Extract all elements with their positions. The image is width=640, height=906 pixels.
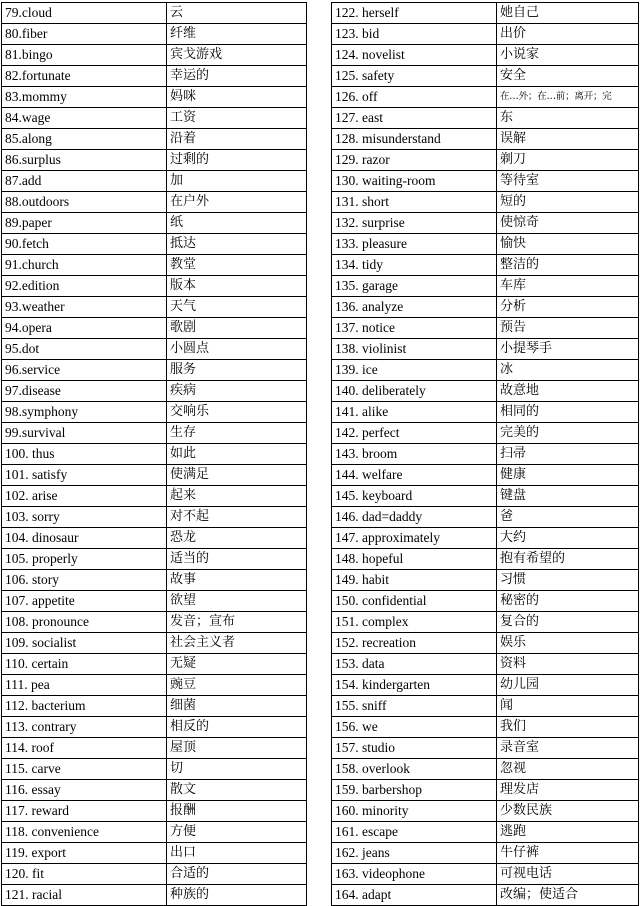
vocab-word: 125. safety [332, 66, 497, 87]
vocab-row [332, 633, 639, 654]
vocab-row [2, 234, 307, 255]
vocab-meaning: 逃跑 [497, 822, 639, 843]
vocab-word: 91.church [2, 255, 167, 276]
vocab-word: 139. ice [332, 360, 497, 381]
vocab-meaning: 对不起 [167, 507, 307, 528]
vocab-word: 135. garage [332, 276, 497, 297]
vocab-row [332, 885, 639, 906]
vocab-meaning: 我们 [497, 717, 639, 738]
vocab-row [2, 423, 307, 444]
vocab-meaning: 少数民族 [497, 801, 639, 822]
vocab-meaning: 小提琴手 [497, 339, 639, 360]
vocab-row [2, 318, 307, 339]
vocab-word: 82.fortunate [2, 66, 167, 87]
vocab-meaning: 扫帚 [497, 444, 639, 465]
vocab-row [332, 717, 639, 738]
vocab-meaning: 大约 [497, 528, 639, 549]
vocab-meaning: 加 [167, 171, 307, 192]
vocab-row [2, 591, 307, 612]
vocab-row [2, 549, 307, 570]
vocab-row [2, 675, 307, 696]
vocab-word: 101. satisfy [2, 465, 167, 486]
vocab-row [2, 633, 307, 654]
vocab-row [332, 591, 639, 612]
vocab-word: 126. off [332, 87, 497, 108]
vocab-word: 104. dinosaur [2, 528, 167, 549]
vocab-word: 90.fetch [2, 234, 167, 255]
vocab-row [2, 507, 307, 528]
vocab-word: 141. alike [332, 402, 497, 423]
vocab-word: 87.add [2, 171, 167, 192]
vocab-row [2, 192, 307, 213]
vocab-word: 134. tidy [332, 255, 497, 276]
vocab-meaning: 屋顶 [167, 738, 307, 759]
vocab-word: 97.disease [2, 381, 167, 402]
vocab-word: 85.along [2, 129, 167, 150]
vocab-word: 137. notice [332, 318, 497, 339]
vocab-word: 100. thus [2, 444, 167, 465]
vocab-word: 89.paper [2, 213, 167, 234]
vocab-row [2, 381, 307, 402]
vocab-row [2, 654, 307, 675]
vocab-row [332, 234, 639, 255]
vocab-meaning: 幼儿园 [497, 675, 639, 696]
vocab-meaning: 发音；宣布 [167, 612, 307, 633]
vocab-meaning: 社会主义者 [167, 633, 307, 654]
vocab-row [332, 507, 639, 528]
vocab-word: 113. contrary [2, 717, 167, 738]
vocab-meaning: 无疑 [167, 654, 307, 675]
vocab-meaning: 故事 [167, 570, 307, 591]
vocab-meaning: 纤维 [167, 24, 307, 45]
vocab-row [2, 360, 307, 381]
vocab-row [2, 339, 307, 360]
vocab-row [2, 843, 307, 864]
vocab-meaning: 冰 [497, 360, 639, 381]
vocab-word: 103. sorry [2, 507, 167, 528]
vocab-word: 114. roof [2, 738, 167, 759]
vocab-row [332, 864, 639, 885]
vocab-word: 144. welfare [332, 465, 497, 486]
vocab-word: 133. pleasure [332, 234, 497, 255]
vocab-word: 129. razor [332, 150, 497, 171]
vocab-meaning: 预告 [497, 318, 639, 339]
vocab-row [332, 171, 639, 192]
vocab-meaning: 误解 [497, 129, 639, 150]
vocab-word: 110. certain [2, 654, 167, 675]
vocab-meaning: 爸 [497, 507, 639, 528]
vocab-meaning: 生存 [167, 423, 307, 444]
vocab-row [332, 423, 639, 444]
vocab-row [332, 486, 639, 507]
vocab-meaning: 工资 [167, 108, 307, 129]
vocab-row [2, 255, 307, 276]
vocab-row [332, 444, 639, 465]
vocab-row [332, 213, 639, 234]
vocab-meaning: 娱乐 [497, 633, 639, 654]
vocab-meaning: 种族的 [167, 885, 307, 906]
vocab-meaning: 整洁的 [497, 255, 639, 276]
vocab-word: 145. keyboard [332, 486, 497, 507]
vocab-meaning: 合适的 [167, 864, 307, 885]
vocab-row [2, 759, 307, 780]
vocab-row [2, 108, 307, 129]
vocab-meaning: 东 [497, 108, 639, 129]
vocab-row [332, 276, 639, 297]
vocab-row [2, 45, 307, 66]
vocab-row [2, 444, 307, 465]
vocab-meaning: 服务 [167, 360, 307, 381]
vocab-meaning: 如此 [167, 444, 307, 465]
vocab-word: 132. surprise [332, 213, 497, 234]
vocab-word: 98.symphony [2, 402, 167, 423]
vocab-meaning: 起来 [167, 486, 307, 507]
vocab-row [332, 675, 639, 696]
vocab-meaning: 短的 [497, 192, 639, 213]
vocab-word: 107. appetite [2, 591, 167, 612]
vocab-row [332, 129, 639, 150]
vocab-meaning: 适当的 [167, 549, 307, 570]
vocab-word: 81.bingo [2, 45, 167, 66]
vocab-row [332, 654, 639, 675]
vocab-word: 79.cloud [2, 3, 167, 24]
vocab-row [2, 66, 307, 87]
vocab-row [2, 402, 307, 423]
vocab-meaning: 切 [167, 759, 307, 780]
vocab-row [2, 780, 307, 801]
vocab-meaning: 秘密的 [497, 591, 639, 612]
vocab-word: 147. approximately [332, 528, 497, 549]
vocab-word: 124. novelist [332, 45, 497, 66]
vocab-word: 105. properly [2, 549, 167, 570]
vocab-word: 116. essay [2, 780, 167, 801]
vocab-meaning: 相反的 [167, 717, 307, 738]
vocab-meaning: 出价 [497, 24, 639, 45]
vocab-word: 151. complex [332, 612, 497, 633]
vocab-word: 152. recreation [332, 633, 497, 654]
vocab-word: 80.fiber [2, 24, 167, 45]
vocab-word: 96.service [2, 360, 167, 381]
vocab-row [332, 3, 639, 24]
vocab-meaning: 安全 [497, 66, 639, 87]
vocab-word: 117. reward [2, 801, 167, 822]
vocab-meaning: 等待室 [497, 171, 639, 192]
vocab-table-left [1, 2, 307, 906]
vocab-meaning: 过剩的 [167, 150, 307, 171]
vocab-word: 118. convenience [2, 822, 167, 843]
vocab-meaning: 她自己 [497, 3, 639, 24]
vocab-word: 138. violinist [332, 339, 497, 360]
vocab-row [332, 297, 639, 318]
vocab-word: 142. perfect [332, 423, 497, 444]
vocab-row [2, 528, 307, 549]
vocab-table-right [331, 2, 639, 906]
vocab-row [332, 192, 639, 213]
vocab-meaning: 天气 [167, 297, 307, 318]
vocab-word: 153. data [332, 654, 497, 675]
vocab-word: 99.survival [2, 423, 167, 444]
vocab-word: 122. herself [332, 3, 497, 24]
vocab-row [332, 738, 639, 759]
vocab-row [332, 465, 639, 486]
vocab-row [332, 696, 639, 717]
vocab-row [332, 24, 639, 45]
vocab-meaning: 理发店 [497, 780, 639, 801]
vocab-meaning: 出口 [167, 843, 307, 864]
vocab-word: 130. waiting-room [332, 171, 497, 192]
vocab-word: 121. racial [2, 885, 167, 906]
vocab-row [332, 612, 639, 633]
vocab-meaning: 愉快 [497, 234, 639, 255]
vocab-meaning: 散文 [167, 780, 307, 801]
vocab-word: 86.surplus [2, 150, 167, 171]
vocab-meaning: 纸 [167, 213, 307, 234]
vocab-word: 93.weather [2, 297, 167, 318]
vocab-word: 162. jeans [332, 843, 497, 864]
vocab-meaning: 使惊奇 [497, 213, 639, 234]
vocab-row [2, 612, 307, 633]
vocab-meaning: 习惯 [497, 570, 639, 591]
vocab-word: 149. habit [332, 570, 497, 591]
vocab-row [2, 885, 307, 906]
vocab-word: 163. videophone [332, 864, 497, 885]
vocab-meaning: 小说家 [497, 45, 639, 66]
vocab-meaning: 复合的 [497, 612, 639, 633]
vocab-row [2, 801, 307, 822]
vocab-row [332, 45, 639, 66]
vocab-word: 148. hopeful [332, 549, 497, 570]
vocab-meaning: 健康 [497, 465, 639, 486]
vocab-word: 128. misunderstand [332, 129, 497, 150]
vocab-meaning: 抱有希望的 [497, 549, 639, 570]
vocab-table-right-body [332, 3, 639, 906]
vocab-row [332, 549, 639, 570]
vocab-meaning: 教堂 [167, 255, 307, 276]
vocab-word: 161. escape [332, 822, 497, 843]
vocab-meaning: 抵达 [167, 234, 307, 255]
vocab-word: 157. studio [332, 738, 497, 759]
vocab-row [332, 528, 639, 549]
vocab-meaning: 报酬 [167, 801, 307, 822]
vocab-word: 146. dad=daddy [332, 507, 497, 528]
vocab-row [332, 318, 639, 339]
vocab-meaning: 歌剧 [167, 318, 307, 339]
vocab-word: 111. pea [2, 675, 167, 696]
vocab-meaning: 在…外；在…前；离开；完 [497, 87, 639, 108]
vocab-meaning: 交响乐 [167, 402, 307, 423]
vocab-meaning: 版本 [167, 276, 307, 297]
vocab-row [332, 360, 639, 381]
vocab-row [332, 801, 639, 822]
vocab-meaning: 方便 [167, 822, 307, 843]
vocab-word: 140. deliberately [332, 381, 497, 402]
vocab-row [332, 255, 639, 276]
vocab-meaning: 录音室 [497, 738, 639, 759]
vocab-word: 155. sniff [332, 696, 497, 717]
vocab-row [2, 171, 307, 192]
vocab-word: 123. bid [332, 24, 497, 45]
vocab-meaning: 闻 [497, 696, 639, 717]
vocab-row [2, 24, 307, 45]
vocab-row [2, 822, 307, 843]
vocab-row [2, 465, 307, 486]
vocab-word: 154. kindergarten [332, 675, 497, 696]
vocab-row [332, 570, 639, 591]
vocab-word: 131. short [332, 192, 497, 213]
vocab-row [332, 108, 639, 129]
vocab-meaning: 改编；使适合 [497, 885, 639, 906]
vocab-meaning: 妈咪 [167, 87, 307, 108]
vocab-row [2, 864, 307, 885]
vocab-meaning: 使满足 [167, 465, 307, 486]
vocab-word: 143. broom [332, 444, 497, 465]
vocab-meaning: 可视电话 [497, 864, 639, 885]
vocab-row [2, 3, 307, 24]
vocab-meaning: 细菌 [167, 696, 307, 717]
vocab-row [2, 738, 307, 759]
vocab-row [332, 759, 639, 780]
vocab-meaning: 在户外 [167, 192, 307, 213]
vocab-meaning: 牛仔裤 [497, 843, 639, 864]
vocab-row [2, 717, 307, 738]
vocab-table-left-body [2, 3, 307, 906]
vocab-word: 84.wage [2, 108, 167, 129]
vocab-word: 164. adapt [332, 885, 497, 906]
vocab-meaning: 分析 [497, 297, 639, 318]
vocab-row [332, 87, 639, 108]
vocab-word: 160. minority [332, 801, 497, 822]
vocab-word: 106. story [2, 570, 167, 591]
vocab-meaning: 忽视 [497, 759, 639, 780]
vocab-meaning: 故意地 [497, 381, 639, 402]
vocab-meaning: 沿着 [167, 129, 307, 150]
vocab-word: 83.mommy [2, 87, 167, 108]
vocab-row [2, 297, 307, 318]
vocab-word: 102. arise [2, 486, 167, 507]
vocab-word: 136. analyze [332, 297, 497, 318]
vocab-word: 158. overlook [332, 759, 497, 780]
vocab-row [332, 843, 639, 864]
vocab-row [2, 696, 307, 717]
vocab-row [2, 129, 307, 150]
vocab-word: 150. confidential [332, 591, 497, 612]
vocab-meaning: 相同的 [497, 402, 639, 423]
vocab-meaning: 欲望 [167, 591, 307, 612]
vocab-word: 119. export [2, 843, 167, 864]
vocab-row [332, 339, 639, 360]
vocab-meaning: 剃刀 [497, 150, 639, 171]
vocab-meaning: 云 [167, 3, 307, 24]
vocab-meaning: 车库 [497, 276, 639, 297]
vocab-word: 95.dot [2, 339, 167, 360]
vocab-row [2, 87, 307, 108]
vocab-row [2, 276, 307, 297]
vocab-word: 159. barbershop [332, 780, 497, 801]
vocab-word: 156. we [332, 717, 497, 738]
vocab-row [332, 66, 639, 87]
vocab-word: 112. bacterium [2, 696, 167, 717]
vocab-row [2, 570, 307, 591]
vocab-row [2, 486, 307, 507]
vocab-row [332, 822, 639, 843]
vocab-row [332, 780, 639, 801]
vocab-meaning: 资料 [497, 654, 639, 675]
vocab-word: 127. east [332, 108, 497, 129]
vocab-meaning: 豌豆 [167, 675, 307, 696]
vocab-row [2, 150, 307, 171]
vocab-row [2, 213, 307, 234]
vocab-word: 92.edition [2, 276, 167, 297]
vocab-word: 108. pronounce [2, 612, 167, 633]
vocab-row [332, 150, 639, 171]
vocab-word: 115. carve [2, 759, 167, 780]
vocab-row [332, 381, 639, 402]
vocab-meaning: 完美的 [497, 423, 639, 444]
vocab-meaning: 小圆点 [167, 339, 307, 360]
vocab-word: 94.opera [2, 318, 167, 339]
vocab-meaning: 疾病 [167, 381, 307, 402]
vocab-meaning: 宾戈游戏 [167, 45, 307, 66]
vocab-word: 88.outdoors [2, 192, 167, 213]
vocab-meaning: 键盘 [497, 486, 639, 507]
vocab-meaning: 幸运的 [167, 66, 307, 87]
vocab-meaning: 恐龙 [167, 528, 307, 549]
vocab-row [332, 402, 639, 423]
vocab-word: 120. fit [2, 864, 167, 885]
vocab-word: 109. socialist [2, 633, 167, 654]
